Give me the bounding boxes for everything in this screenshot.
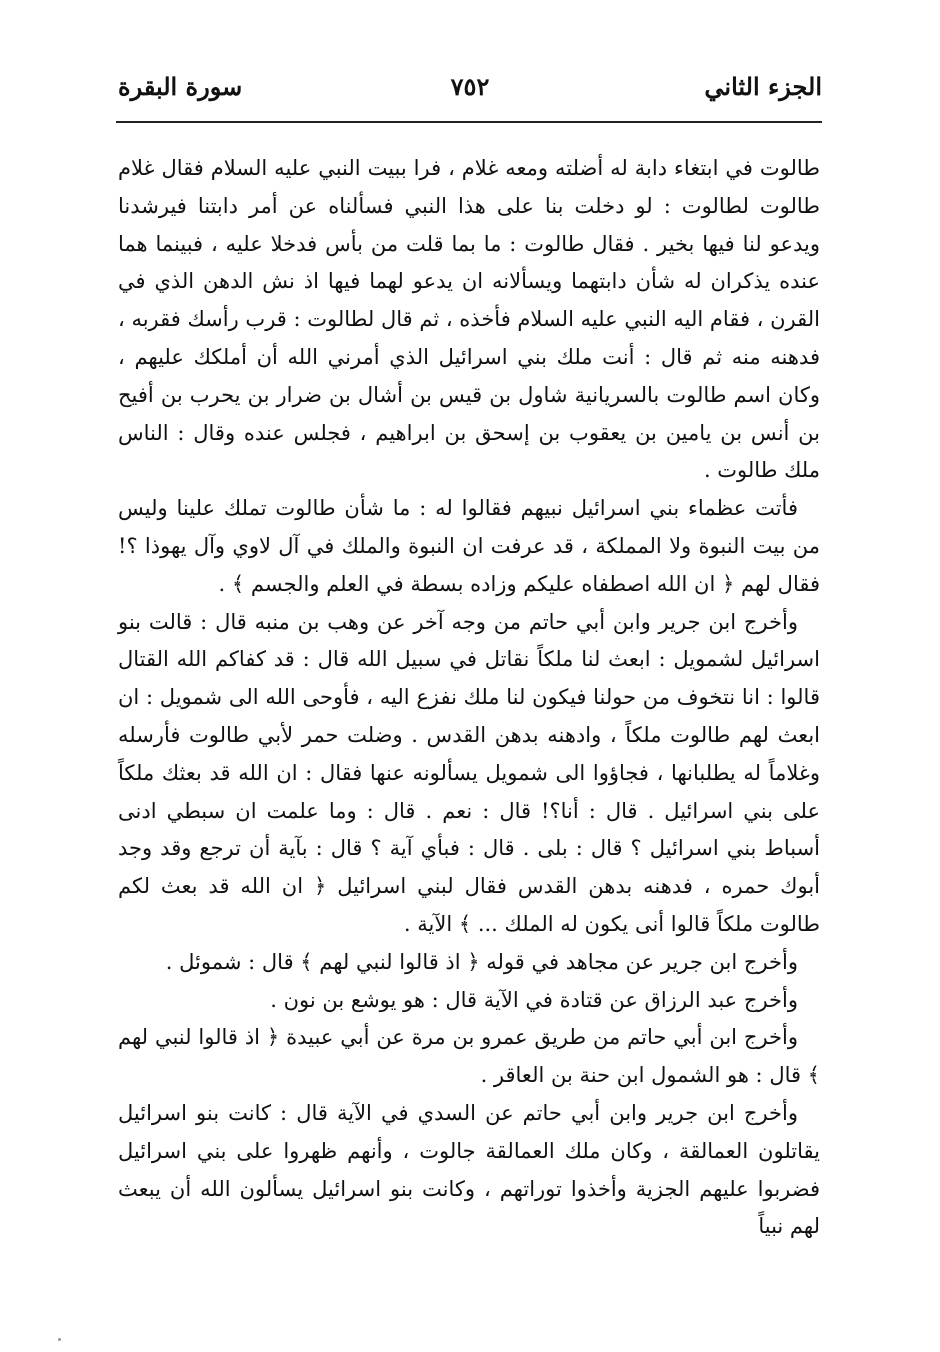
running-header — [118, 72, 822, 112]
surah-title: سورة البقرة — [118, 72, 243, 101]
body-text — [118, 150, 820, 1246]
paragraph: وأخرج ابن أبي حاتم من طريق عمرو بن مرة عن أبي عبيدة ﴿ اذ قالوا لنبي لهم ﴾ قال : هو الشمول ابن حنة بن العاقر . — [118, 1025, 820, 1088]
scan-speck — [58, 1338, 61, 1341]
header-divider — [116, 121, 822, 123]
part-title: الجزء الثاني — [704, 72, 822, 101]
paragraph: طالوت في ابتغاء دابة له أضلته ومعه غلام ، فرا ببيت النبي عليه السلام فقال غلام طالوت لطالوت : لو دخلت بنا على هذا النبي فسألناه عن أمر دابتنا فيرشدنا ويدعو لنا فيها بخير . فقال طالوت : ما بما قلت من بأس فدخلا عليه ، فبينما هما عنده يذكران له شأن دابتهما ويسألانه ان يدعو لهما فيها اذ نش الدهن الذي في القرن ، فقام اليه النبي عليه السلام فأخذه ، ثم قال لطالوت : قرب رأسك فقربه ، فدهنه منه ثم قال : أنت ملك بني اسرائيل الذي أمرني الله أن أملكك عليهم ، وكان اسم طالوت بالسريانية شاول بن قيس بن أشال بن ضرار بن يحرب بن أفيح بن أنس بن يامين بن يعقوب بن إسحق بن ابراهيم ، فجلس عنده وقال : الناس ملك طالوت . — [118, 156, 820, 483]
paragraph: وأخرج ابن جرير عن مجاهد في قوله ﴿ اذ قالوا لنبي لهم ﴾ قال : شموئل . — [165, 949, 798, 974]
paragraph: وأخرج عبد الرزاق عن قتادة في الآية قال : هو يوشع بن نون . — [270, 987, 798, 1012]
paragraph: وأخرج ابن جرير وابن أبي حاتم من وجه آخر عن وهب بن منبه قال : قالت بنو اسرائيل لشمويل : ابعث لنا ملكاً نقاتل في سبيل الله قال : قد كفاكم الله القتال قالوا : انا نتخوف من حولنا فيكون لنا ملك نفزع اليه ، فأوحى الله الى شمويل : ان ابعث لهم طالوت ملكاً ، وادهنه بدهن القدس . وضلت حمر لأبي طالوت فأرسله وغلاماً له يطلبانها ، فجاؤوا الى شمويل يسألونه عنها فقال : ان الله قد بعثك ملكاً على بني اسرائيل . قال : أنا؟! قال : نعم . قال : وما علمت ان سبطي ادنى أسباط بني اسرائيل ؟ قال : بلى . قال : فبأي آية ؟ قال : بآية أن ترجع وقد وجد أبوك حمره ، فدهنه بدهن القدس فقال لبني اسرائيل ﴿ ان الله قد بعث لكم طالوت ملكاً قالوا أنى يكون له الملك ... ﴾ الآية . — [118, 609, 820, 936]
page-number: ٧٥٢ — [450, 72, 490, 101]
paragraph: فأتت عظماء بني اسرائيل نبيهم فقالوا له : ما شأن طالوت تملك علينا وليس من بيت النبوة ولا المملكة ، قد عرفت ان النبوة والملك في آل لاوي وآل يهوذا ؟! فقال لهم ﴿ ان الله اصطفاه عليكم وزاده بسطة في العلم والجسم ﴾ . — [118, 496, 820, 596]
paragraph: وأخرج ابن جرير وابن أبي حاتم عن السدي في الآية قال : كانت بنو اسرائيل يقاتلون العمالقة ، وكان ملك العمالقة جالوت ، وأنهم ظهروا على بني اسرائيل فضربوا عليهم الجزية وأخذوا توراتهم ، وكانت بنو اسرائيل يسألون الله أن يبعث لهم نبياً — [118, 1100, 820, 1239]
